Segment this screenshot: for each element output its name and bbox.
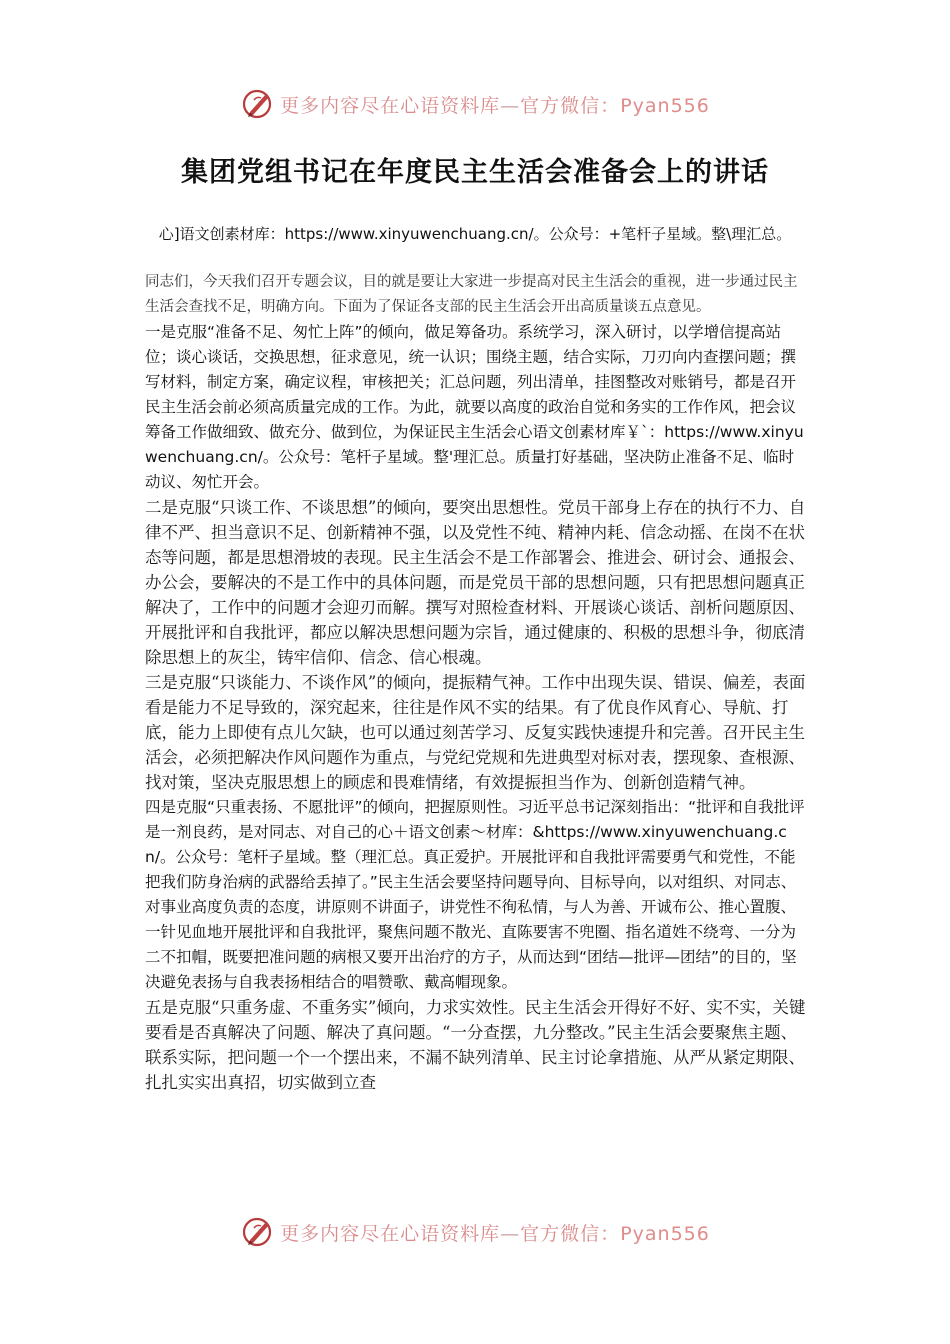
banner-separator: — <box>500 94 521 117</box>
pen-logo-icon <box>240 86 276 122</box>
banner-slogan: 更多内容尽在心语资料库 <box>280 1222 501 1245</box>
header-banner <box>0 84 950 124</box>
paragraph-point-3: 三是克服“只谈能力、不谈作风”的倾向，提振精气神。工作中出现失误、错误、偏差，表面看是能力不足导致的，深究起来，往往是作风不实的结果。有了优良作风育心、导航、打底，能力上即使有点儿欠缺，也可以通过刻苦学习、反复实践快速提升和完善。召开民主生活会，必须把解决作风问题作为重点，与党纪党规和先进典型对标对表，摆现象、查根源、找对策，坚决克服思想上的顾虑和畏难情绪，有效提振担当作为、创新创造精气神。 <box>145 673 806 792</box>
banner-text <box>280 1219 710 1246</box>
banner-label: 官方微信： <box>520 1222 621 1245</box>
banner-label: 官方微信： <box>520 94 621 117</box>
footer-banner <box>0 1212 950 1252</box>
banner-slogan: 更多内容尽在心语资料库 <box>280 94 501 117</box>
pen-logo-icon <box>240 1214 276 1250</box>
paragraph-point-2: 二是克服“只谈工作、不谈思想”的倾向，要突出思想性。党员干部身上存在的执行不力、自律不严、担当意识不足、创新精神不强，以及党性不纯、精神内耗、信念动摇、在岗不在状态等问题，都是思想滑坡的表现。民主生活会不是工作部署会、推进会、研讨会、通报会、办公会，要解决的不是工作中的具体问题，而是党员干部的思想问题，只有把思想问题真正解决了，工作中的问题才会迎刃而解。撰写对照检查材料、开展谈心谈话、剖析问题原因、开展批评和自我批评，都应以解决思想问题为宗旨，通过健康的、积极的思想斗争，彻底清除思想上的灰尘，铸牢信仰、信念、信心根魂。 <box>145 498 806 667</box>
paragraph-point-1: 一是克服“准备不足、匆忙上阵”的倾向，做足筹备功。系统学习，深入研讨，以学增信提高站位；谈心谈话，交换思想，征求意见，统一认识；围绕主题，结合实际，刀刃向内查摆问题；撰写材料，制定方案，确定议程，审核把关；汇总问题，列出清单，挂图整改对账销号，都是召开民主生活会前必须高质量完成的工作。为此，就要以高度的政治自觉和务实的工作作风，把会议筹备工作做细致、做充分、做到位，为保证民主生活会心语文创素材库￥`：https://www.xinyuwenchuang.cn/。公众号：笔杆子星域。整'理汇总。质量打好基础，坚决防止准备不足、临时动议、匆忙开会。 <box>145 323 804 491</box>
banner-text <box>280 91 710 118</box>
banner-wechat-id: Pyan556 <box>620 94 710 117</box>
document-title: 集团党组书记在年度民主生活会准备会上的讲话 <box>181 157 769 188</box>
banner-wechat-id: Pyan556 <box>620 1222 710 1245</box>
paragraph-intro: 同志们，今天我们召开专题会议，目的就是要让大家进一步提高对民主生活会的重视，进一步通过民主生活会查找不足，明确方向。下面为了保证各支部的民主生活会开出高质量谈五点意见。 <box>145 274 798 315</box>
banner-separator: — <box>500 1222 521 1245</box>
source-note: 心]语文创素材库：https://www.xinyuwenchuang.cn/。公众号：+笔杆子星域。整\理汇总。 <box>158 225 792 243</box>
document-body <box>145 270 807 1095</box>
paragraph-point-5: 五是克服“只重务虚、不重务实”倾向，力求实效性。民主生活会开得好不好、实不实，关键要看是否真解决了问题、解决了真问题。“一分查摆，九分整改。”民主生活会要聚焦主题、联系实际，把问题一个一个摆出来，不漏不缺列清单、民主讨论拿措施、从严从紧定期限、扎扎实实出真招，切实做到立查 <box>145 998 806 1092</box>
paragraph-point-4: 四是克服“只重表扬、不愿批评”的倾向，把握原则性。习近平总书记深刻指出：“批评和自我批评是一剂良药，是对同志、对自己的心＋语文创素～材库：&https://www.xinyuwenchuang.cn/。公众号：笔杆子星域。整（理汇总。真正爱护。开展批评和自我批评需要勇气和党性，不能把我们防身治病的武器给丢掉了。”民主生活会要坚持问题导向、目标导向，以对组织、对同志、对事业高度负责的态度，讲原则不讲面子，讲党性不徇私情，与人为善、开诚布公、推心置腹、一针见血地开展批评和自我批评，聚焦问题不散光、直陈要害不兜圈、指名道姓不绕弯、一分为二不扣帽，既要把准问题的病根又要开出治疗的方子，从而达到“团结—批评—团结”的目的，坚决避免表扬与自我表扬相结合的唱赞歌、戴高帽现象。 <box>145 798 805 991</box>
